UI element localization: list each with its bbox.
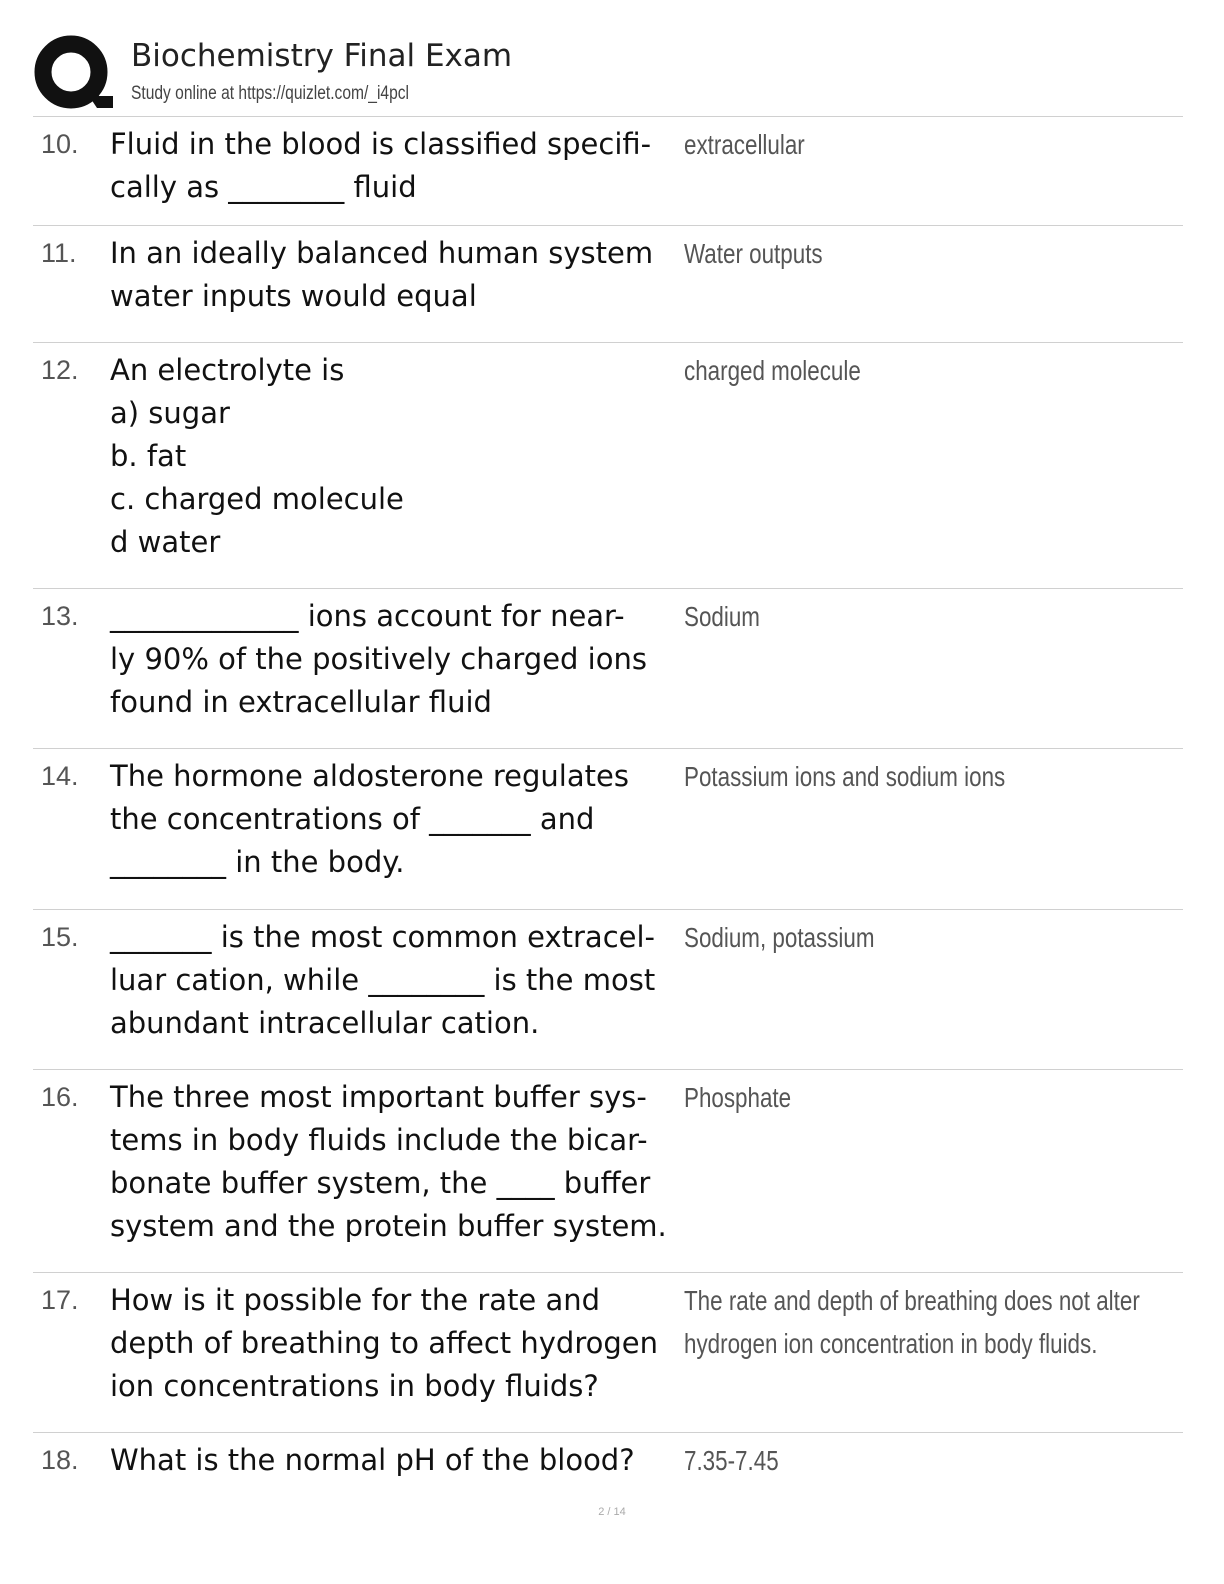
question-line: What is the normal pH of the blood? xyxy=(110,1443,635,1477)
card-number: 13. xyxy=(41,601,79,631)
page-number: 2 / 14 xyxy=(598,1506,626,1518)
flashcard-row xyxy=(33,1070,1183,1273)
card-answer xyxy=(684,916,1183,1069)
card-number: 10. xyxy=(41,129,79,159)
answer-line: Phosphate xyxy=(684,1082,792,1113)
question-line: ________ in the body. xyxy=(110,845,405,879)
card-answer xyxy=(684,123,1183,225)
answer-line: charged molecule xyxy=(684,355,861,386)
flashcard-row xyxy=(33,226,1183,343)
question-line: tems in body fluids include the bicar- xyxy=(110,1123,648,1157)
question-line: a) sugar xyxy=(110,396,230,430)
study-online-link[interactable]: Study online at https://quizlet.com/_i4pcl xyxy=(131,83,410,104)
question-line: ion concentrations in body fluids? xyxy=(110,1369,599,1403)
question-line: water inputs would equal xyxy=(110,279,477,313)
question-line: ly 90% of the positively charged ions xyxy=(110,642,647,676)
question-line: system and the protein buffer system. xyxy=(110,1209,667,1243)
card-question xyxy=(110,232,684,342)
card-number: 17. xyxy=(41,1285,79,1315)
card-question xyxy=(110,916,684,1069)
answer-line: Water outputs xyxy=(684,238,823,269)
card-answer xyxy=(684,1279,1224,1432)
card-question xyxy=(110,755,684,909)
flashcard-row xyxy=(33,910,1183,1070)
page-header xyxy=(33,30,1183,118)
question-line: In an ideally balanced human system xyxy=(110,236,654,270)
card-number: 15. xyxy=(41,922,79,952)
answer-line: Sodium xyxy=(684,601,760,632)
card-question xyxy=(110,1279,684,1432)
card-number: 12. xyxy=(41,355,79,385)
card-answer xyxy=(684,232,1183,342)
answer-line: extracellular xyxy=(684,129,805,160)
question-line: depth of breathing to affect hydrogen xyxy=(110,1326,658,1360)
answer-line: hydrogen ion concentration in body fluids. xyxy=(684,1328,1098,1359)
question-line: Fluid in the blood is classified specifi- xyxy=(110,127,652,161)
card-answer xyxy=(684,755,1183,909)
card-question xyxy=(110,1076,684,1272)
flashcard-row xyxy=(33,117,1183,226)
flashcard-row xyxy=(33,343,1183,589)
question-line: An electrolyte is xyxy=(110,353,345,387)
card-number: 14. xyxy=(41,761,79,791)
question-line: cally as ________ fluid xyxy=(110,170,417,204)
question-line: c. charged molecule xyxy=(110,482,404,516)
question-line: b. fat xyxy=(110,439,187,473)
card-number: 11. xyxy=(41,238,77,268)
card-answer xyxy=(684,1439,1183,1497)
question-line: found in extracellular fluid xyxy=(110,685,492,719)
question-line: the concentrations of _______ and xyxy=(110,802,595,836)
card-question xyxy=(110,123,684,225)
flashcard-row xyxy=(33,1273,1183,1433)
card-question xyxy=(110,1439,684,1497)
card-question xyxy=(110,349,684,588)
question-line: bonate buffer system, the ____ buffer xyxy=(110,1166,651,1200)
question-line: abundant intracellular cation. xyxy=(110,1006,540,1040)
answer-line: The rate and depth of breathing does not alter xyxy=(684,1285,1140,1316)
card-answer xyxy=(684,349,1183,588)
card-answer xyxy=(684,595,1183,748)
document-title: Biochemistry Final Exam xyxy=(131,38,513,74)
question-line: The three most important buffer sys- xyxy=(110,1080,647,1114)
flashcard-row xyxy=(33,749,1183,910)
question-line: How is it possible for the rate and xyxy=(110,1283,601,1317)
question-line: _______ is the most common extracel- xyxy=(110,920,655,954)
flashcard-row xyxy=(33,589,1183,749)
card-answer xyxy=(684,1076,1183,1272)
card-question xyxy=(110,595,684,748)
flashcard-row xyxy=(33,1433,1183,1497)
question-line: _____________ ions account for near- xyxy=(110,599,625,633)
card-number: 16. xyxy=(41,1082,79,1112)
card-number: 18. xyxy=(41,1445,79,1475)
flashcard-list xyxy=(33,116,1183,1497)
question-line: d water xyxy=(110,525,221,559)
quizlet-logo-icon xyxy=(33,34,113,114)
answer-line: Sodium, potassium xyxy=(684,922,875,953)
answer-line: Potassium ions and sodium ions xyxy=(684,761,1006,792)
question-line: The hormone aldosterone regulates xyxy=(110,759,629,793)
question-line: luar cation, while ________ is the most xyxy=(110,963,656,997)
answer-line: 7.35-7.45 xyxy=(684,1445,779,1476)
